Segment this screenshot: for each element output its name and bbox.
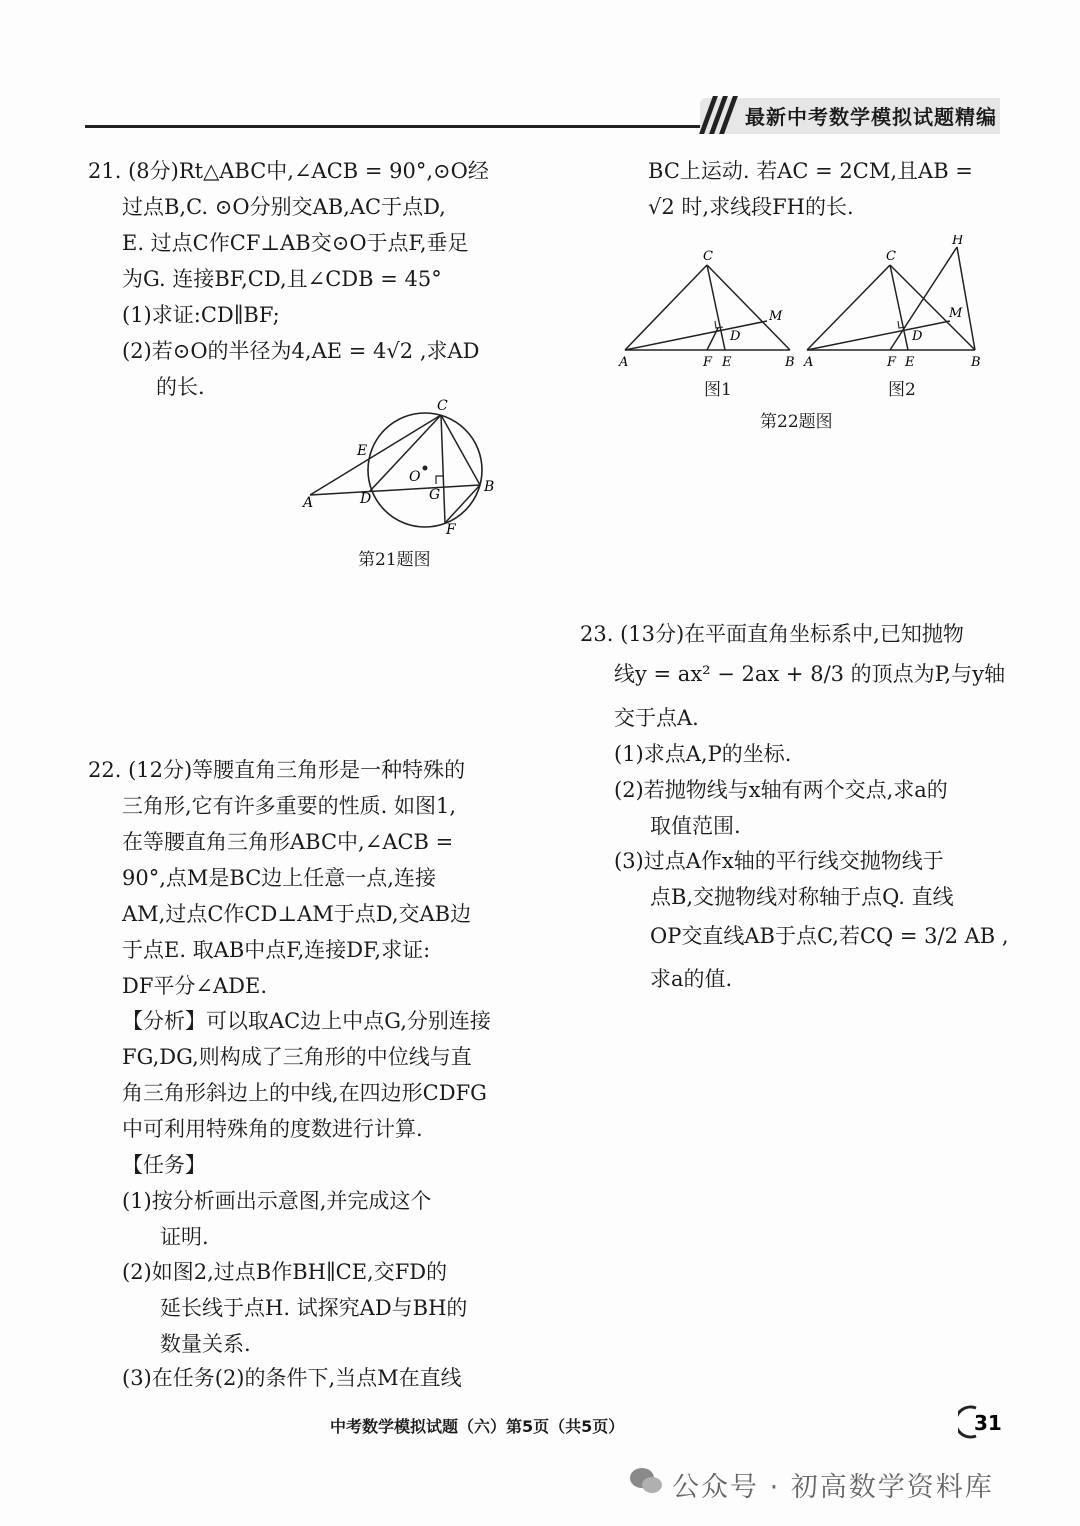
q22-fig2-AM bbox=[807, 321, 950, 350]
q22-fig1-label-A: A bbox=[619, 355, 629, 370]
q22-fig1-DF bbox=[707, 328, 718, 350]
q22-fig1-AC bbox=[625, 265, 707, 350]
q22-figure-1 bbox=[618, 249, 795, 370]
q22-fig2-label-M: M bbox=[949, 306, 963, 321]
q22-fig2-label-C: C bbox=[886, 249, 896, 264]
q22-task-heading: 【任务】 bbox=[122, 1153, 206, 1177]
q22-analysis-line: 【分析】可以取AC边上中点G,分别连接 bbox=[122, 1009, 491, 1033]
watermark: 公众号 · 初高数学资料库 bbox=[672, 1472, 994, 1503]
q22-line: AM,过点C作CD⊥AM于点D,交AB边 bbox=[122, 902, 472, 926]
q21-segment-AC bbox=[310, 415, 441, 495]
header-rule bbox=[85, 125, 700, 128]
q22-fig2-label-A: A bbox=[804, 355, 814, 370]
q22-task-line: (1)按分析画出示意图,并完成这个 bbox=[122, 1189, 432, 1213]
q22-fig1-label-F: F bbox=[703, 355, 713, 370]
q22-task-line: (3)在任务(2)的条件下,当点M在直线 bbox=[122, 1366, 462, 1390]
q22-fig2-label-D: D bbox=[912, 329, 923, 344]
q22-figure-caption: 第22题图 bbox=[760, 412, 833, 432]
q22-cont-line: √2 时,求线段FH的长. bbox=[648, 195, 854, 219]
q22-fig1-label-B: B bbox=[785, 355, 795, 370]
page-number: 31 bbox=[974, 1411, 1002, 1435]
q21-line: 过点B,C. ⊙O分别交AB,AC于点D, bbox=[122, 195, 446, 219]
q23-line: 线y = ax² − 2ax + 8/3 的顶点为P,与y轴 bbox=[614, 662, 1006, 686]
q22-figure-2 bbox=[803, 235, 981, 370]
q22-fig2-label-B: B bbox=[971, 355, 981, 370]
q21-line: (1)求证:CD∥BF; bbox=[122, 303, 280, 327]
q21-line: E. 过点C作CF⊥AB交⊙O于点F,垂足 bbox=[122, 231, 469, 255]
q22-analysis-line: 角三角形斜边上的中线,在四边形CDFG bbox=[122, 1081, 487, 1105]
q23-line: (1)求点A,P的坐标. bbox=[614, 742, 792, 766]
q21-figure bbox=[295, 395, 515, 545]
q21-center-point bbox=[423, 466, 428, 471]
q21-label-O: O bbox=[409, 469, 421, 485]
q22-fig2-label-H: H bbox=[952, 235, 964, 248]
q22-analysis-line: 中可利用特殊角的度数进行计算. bbox=[122, 1117, 423, 1141]
q22-fig1-caption: 图1 bbox=[704, 380, 732, 400]
q21-label-D: D bbox=[360, 491, 372, 507]
q21-line: 21. (8分)Rt△ABC中,∠ACB = 90°,⊙O经 bbox=[88, 159, 489, 183]
q23-line: (2)若抛物线与x轴有两个交点,求a的 bbox=[614, 778, 948, 802]
q22-fig1-label-D: D bbox=[730, 329, 741, 344]
q22-fig1-label-M: M bbox=[769, 309, 783, 324]
header-title: 最新中考数学模拟试题精编 bbox=[745, 105, 997, 129]
q23-line: 点B,交抛物线对称轴于点Q. 直线 bbox=[650, 885, 954, 909]
q21-segment-CD bbox=[370, 415, 441, 491]
q21-label-G: G bbox=[429, 487, 441, 503]
q23-line: 23. (13分)在平面直角坐标系中,已知抛物 bbox=[580, 622, 964, 646]
q22-fig1-CB bbox=[707, 265, 790, 350]
q21-segment-AB bbox=[310, 485, 480, 495]
q21-label-B: B bbox=[484, 479, 495, 495]
q22-task-line: 数量关系. bbox=[160, 1332, 251, 1356]
page-footer: 中考数学模拟试题（六）第5页（共5页） bbox=[330, 1417, 625, 1436]
q22-figures bbox=[615, 235, 995, 370]
q22-task-line: 延长线于点H. 试探究AD与BH的 bbox=[160, 1296, 468, 1320]
q22-task-line: 证明. bbox=[160, 1225, 209, 1249]
q21-line: (2)若⊙O的半径为4,AE = 4√2 ,求AD bbox=[122, 339, 480, 363]
q22-fig1-CE bbox=[707, 265, 725, 350]
q21-segment-CF bbox=[441, 415, 445, 523]
q23-line: 求a的值. bbox=[650, 967, 733, 991]
q23-line: 取值范围. bbox=[650, 814, 741, 838]
q21-figure-caption: 第21题图 bbox=[358, 550, 431, 570]
q22-fig1-label-C: C bbox=[703, 249, 713, 264]
q22-cont-line: BC上运动. 若AC = 2CM,且AB = bbox=[648, 159, 973, 183]
q21-line: 的长. bbox=[156, 375, 205, 399]
q23-line: OP交直线AB于点C,若CQ = 3/2 AB , bbox=[650, 924, 1009, 948]
q23-line: 交于点A. bbox=[614, 706, 699, 730]
q22-fig2-label-F: F bbox=[887, 355, 897, 370]
q22-line: 于点E. 取AB中点F,连接DF,求证: bbox=[122, 938, 431, 962]
q22-line: 在等腰直角三角形ABC中,∠ACB = bbox=[122, 830, 454, 854]
q21-segment-BF bbox=[445, 485, 480, 523]
q23-line: (3)过点A作x轴的平行线交抛物线于 bbox=[614, 849, 944, 873]
q21-line: 为G. 连接BF,CD,且∠CDB = 45° bbox=[122, 267, 442, 291]
page-number-badge bbox=[958, 1404, 1004, 1440]
q22-fig2-FH bbox=[890, 247, 957, 350]
wechat-icon bbox=[628, 1466, 664, 1496]
q22-fig1-label-E: E bbox=[722, 355, 732, 370]
q21-label-A: A bbox=[303, 495, 314, 511]
q22-fig2-label-E: E bbox=[905, 355, 915, 370]
q21-label-C: C bbox=[437, 398, 448, 414]
q22-analysis-line: FG,DG,则构成了三角形的中位线与直 bbox=[122, 1045, 472, 1069]
q22-line: 90°,点M是BC边上任意一点,连接 bbox=[122, 866, 436, 890]
q22-fig2-AC bbox=[807, 265, 890, 350]
q22-fig2-caption: 图2 bbox=[888, 380, 916, 400]
q22-fig1-AM bbox=[625, 321, 767, 350]
q21-label-E: E bbox=[357, 443, 368, 459]
q22-line: 22. (12分)等腰直角三角形是一种特殊的 bbox=[88, 758, 466, 782]
q22-task-line: (2)如图2,过点B作BH∥CE,交FD的 bbox=[122, 1260, 448, 1284]
q22-line: 三角形,它有许多重要的性质. 如图1, bbox=[122, 794, 457, 818]
q21-label-F: F bbox=[446, 522, 456, 538]
q22-line: DF平分∠ADE. bbox=[122, 974, 268, 998]
